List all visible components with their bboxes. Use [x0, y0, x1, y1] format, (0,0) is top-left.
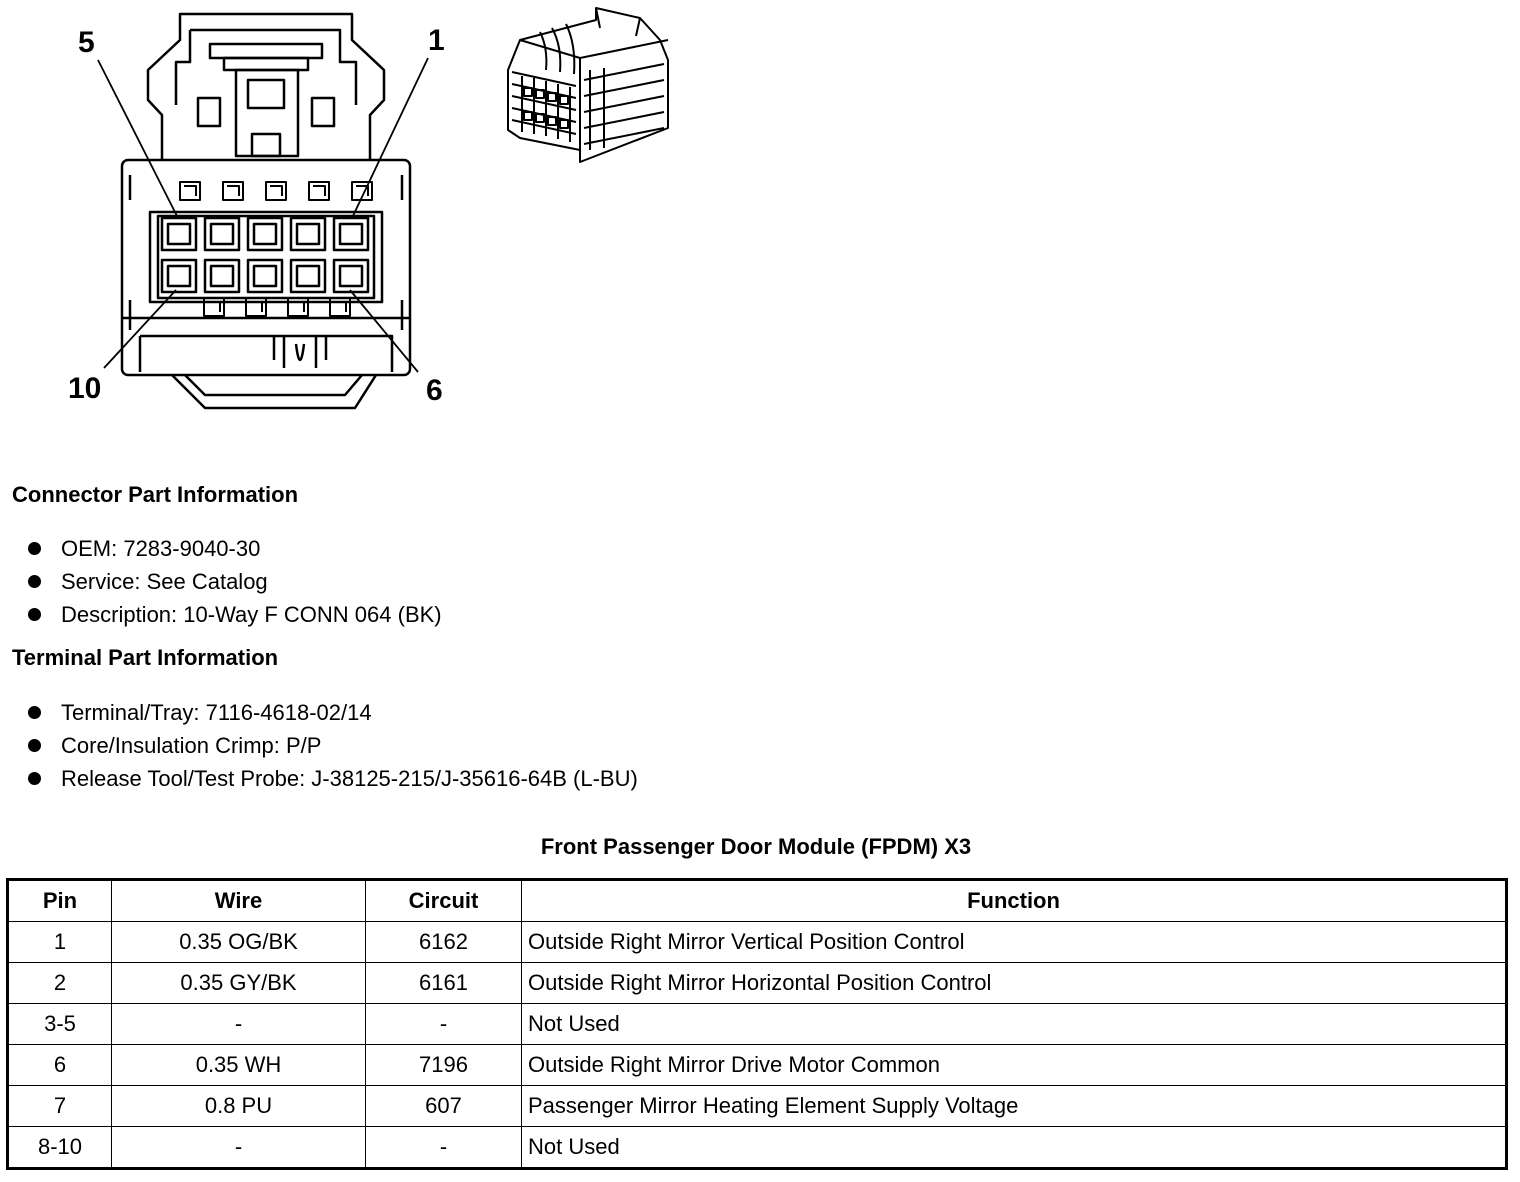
- list-item: [28, 729, 638, 762]
- callout-pin-1: 1: [428, 24, 445, 57]
- cell-circuit: 7196: [366, 1045, 522, 1086]
- cell-circuit: -: [366, 1127, 522, 1169]
- terminal-release-tool: Release Tool/Test Probe: J-38125-215/J-35616-64B (L-BU): [61, 766, 638, 791]
- table-row: [8, 963, 1507, 1004]
- cell-wire: -: [112, 1004, 366, 1045]
- terminal-info-list: [28, 696, 638, 795]
- bullet-icon: [28, 608, 41, 621]
- pin-cavities-row-2: [162, 260, 368, 292]
- bullet-icon: [28, 575, 41, 588]
- table-row: [8, 1127, 1507, 1169]
- cell-function: Outside Right Mirror Horizontal Position Control: [522, 963, 1507, 1004]
- list-item: [28, 762, 638, 795]
- cell-pin: 7: [8, 1086, 112, 1127]
- cell-wire: 0.35 OG/BK: [112, 922, 366, 963]
- cell-pin: 3-5: [8, 1004, 112, 1045]
- cell-function: Outside Right Mirror Drive Motor Common: [522, 1045, 1507, 1086]
- cell-wire: 0.8 PU: [112, 1086, 366, 1127]
- upper-terminal-locks: [180, 182, 372, 200]
- cell-pin: 2: [8, 963, 112, 1004]
- table-header-row: [8, 880, 1507, 922]
- cell-circuit: 607: [366, 1086, 522, 1127]
- cell-wire: -: [112, 1127, 366, 1169]
- cell-pin: 8-10: [8, 1127, 112, 1169]
- list-item: [28, 532, 442, 565]
- header-wire: Wire: [112, 880, 366, 922]
- pin-table: [6, 878, 1508, 1170]
- table-row: [8, 1086, 1507, 1127]
- header-circuit: Circuit: [366, 880, 522, 922]
- terminal-crimp: Core/Insulation Crimp: P/P: [61, 733, 322, 758]
- bullet-icon: [28, 739, 41, 752]
- callout-pin-10: 10: [68, 372, 102, 405]
- callout-pin-6: 6: [426, 374, 443, 407]
- terminal-info-heading: Terminal Part Information: [12, 645, 279, 670]
- table-row: [8, 1004, 1507, 1045]
- connector-service: Service: See Catalog: [61, 569, 268, 594]
- bullet-icon: [28, 772, 41, 785]
- cell-wire: 0.35 GY/BK: [112, 963, 366, 1004]
- connector-description: Description: 10-Way F CONN 064 (BK): [61, 602, 442, 627]
- cell-circuit: 6161: [366, 963, 522, 1004]
- cell-function: Not Used: [522, 1127, 1507, 1169]
- connector-info-heading: Connector Part Information: [12, 482, 299, 507]
- pin-table-title: Front Passenger Door Module (FPDM) X3: [540, 834, 972, 859]
- cell-function: Passenger Mirror Heating Element Supply Voltage: [522, 1086, 1507, 1127]
- cell-wire: 0.35 WH: [112, 1045, 366, 1086]
- connector-isometric-view: [508, 8, 668, 162]
- bullet-icon: [28, 706, 41, 719]
- cell-function: Outside Right Mirror Vertical Position Control: [522, 922, 1507, 963]
- cell-circuit: 6162: [366, 922, 522, 963]
- list-item: [28, 696, 638, 729]
- pin-cavities-row-1: [162, 218, 368, 250]
- header-pin: Pin: [8, 880, 112, 922]
- table-row: [8, 922, 1507, 963]
- table-row: [8, 1045, 1507, 1086]
- connector-oem: OEM: 7283-9040-30: [61, 536, 261, 561]
- lower-terminal-locks: [204, 298, 350, 316]
- bullet-icon: [28, 542, 41, 555]
- list-item: [28, 565, 442, 598]
- connector-latch: [148, 14, 384, 160]
- cell-function: Not Used: [522, 1004, 1507, 1045]
- header-function: Function: [522, 880, 1507, 922]
- connector-info-list: [28, 532, 442, 631]
- callout-pin-5: 5: [78, 26, 95, 59]
- connector-face-diagram: [0, 0, 720, 430]
- cell-pin: 6: [8, 1045, 112, 1086]
- cell-pin: 1: [8, 922, 112, 963]
- terminal-tray: Terminal/Tray: 7116-4618-02/14: [61, 700, 372, 725]
- cell-circuit: -: [366, 1004, 522, 1045]
- list-item: [28, 598, 442, 631]
